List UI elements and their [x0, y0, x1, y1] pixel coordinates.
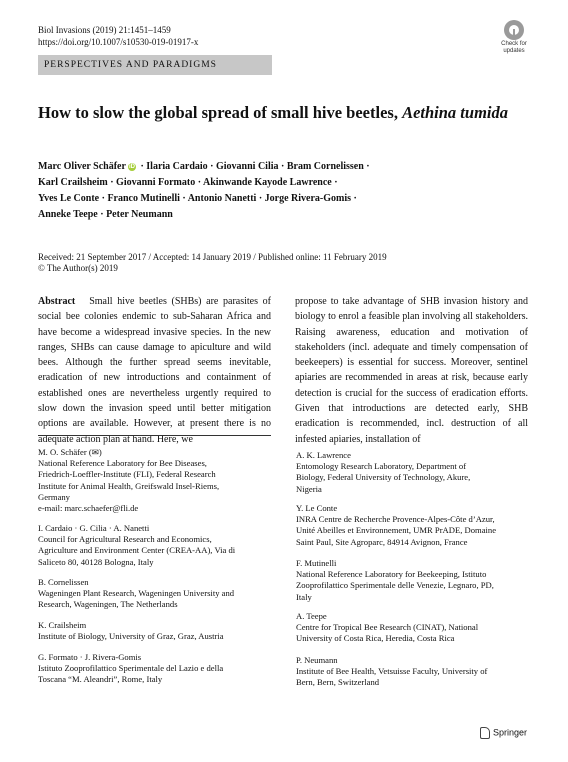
publisher-logo: [480, 727, 527, 739]
affiliation-block: [296, 558, 528, 603]
affiliation-names: B. Cornelissen: [38, 577, 89, 587]
affiliation-line: Zooprofilattico Sperimentale delle Venezie, Legnaro, PD,: [296, 580, 494, 591]
publisher-name: Springer: [493, 727, 528, 738]
affiliation-line: Research, Wageningen, The Netherlands: [38, 599, 178, 610]
affiliation-block: [296, 655, 528, 689]
affiliation-line: Council for Agricultural Research and Economics,: [38, 534, 212, 545]
affiliation-block: [296, 611, 528, 645]
affiliation-names: I. Cardaio · G. Cilia · A. Nanetti: [38, 523, 150, 533]
affiliation-block: [38, 577, 270, 611]
author-line4: Anneke Teepe · Peter Neumann: [38, 209, 173, 220]
affiliation-line: INRA Centre de Recherche Provence-Alpes-Côte d’Azur,: [296, 514, 495, 525]
affiliation-line: Agriculture and Environment Center (CREA-AA), Via di: [38, 545, 236, 556]
affiliation-names: G. Formato · J. Rivera-Gomis: [38, 652, 142, 662]
affiliation-block: [38, 620, 270, 642]
badge-line2: updates: [503, 48, 525, 54]
abstract-left: [38, 294, 271, 447]
journal-line: Biol Invasions (2019) 21:1451–1459: [38, 25, 171, 35]
affiliation-line: Wageningen Plant Research, Wageningen University and: [38, 588, 235, 599]
affiliation-line: Toscana “M. Aleandri”, Rome, Italy: [38, 674, 163, 685]
affiliation-line: Entomology Research Laboratory, Department of: [296, 461, 467, 472]
affiliation-line: Saliceto 80, 40128 Bologna, Italy: [38, 556, 154, 567]
affiliation-line: Italy: [296, 591, 312, 602]
affiliation-line: National Reference Laboratory for Beekeeping, Istituto: [296, 569, 487, 580]
affiliation-line: Institute of Biology, University of Graz, Graz, Austria: [38, 631, 224, 642]
affiliation-names: K. Crailsheim: [38, 620, 87, 630]
title-main: How to slow the global spread of small hive beetles,: [38, 103, 403, 122]
springer-horse-icon: [480, 727, 490, 739]
check-updates-icon: [504, 20, 524, 40]
affiliation-block: [296, 503, 528, 548]
affiliation-line: Centre for Tropical Bee Research (CINAT), National: [296, 622, 479, 633]
affiliation-line: University of Costa Rica, Heredia, Costa Rica: [296, 633, 455, 644]
journal-citation: [38, 24, 198, 48]
affiliation-line: Nigeria: [296, 483, 322, 494]
affiliation-line: Bern, Bern, Switzerland: [296, 677, 380, 688]
affiliation-line: Saint Paul, Site Agroparc, 84914 Avignon, France: [296, 536, 468, 547]
affiliation-line: Institute for Animal Health, Greifswald Insel-Riems,: [38, 480, 220, 491]
abstract-text-left: Small hive beetles (SHBs) are parasites of social bee colonies endemic to sub-Saharan Africa and have become a widespread invasive species. In the new ranges, SHBs can cause damage to apiculture and wild bees. Although the further spread seems inevitable, eradication of new introductions and containment of established ones are nevertheless urgently required to slow down the invasion speed until better mitigation options are available. However, at present there is no adequate action plan at hand. Here, we: [38, 296, 272, 445]
affiliation-divider: [38, 435, 271, 436]
check-for-updates-badge[interactable]: [497, 20, 531, 54]
abstract-right: propose to take advantage of SHB invasion history and biology to enrol a feasible plan involving all stakeholders. Raising awareness, education and motivation of stakeholders (incl. adequate and timely compensation of beekeepers) is essential for success. Moreover, sentinel apiaries are recommended in areas at risk, because early detection is crucial for the success of eradication efforts. Given that introductions are detected early, SHB eradication is recommended, incl. destruction of all infested apiaries, installation of: [295, 296, 528, 445]
affiliation-names: P. Neumann: [296, 655, 338, 665]
doi-link[interactable]: https://doi.org/10.1007/s10530-019-01917-x: [38, 37, 199, 47]
section-label: PERSPECTIVES AND PARADIGMS: [38, 55, 272, 75]
copyright-line: © The Author(s) 2019: [38, 263, 118, 273]
affiliation-block: [38, 652, 270, 686]
publication-dates: [38, 252, 508, 274]
author-line3: Yves Le Conte · Franco Mutinelli · Antonio Nanetti · Jorge Rivera-Gomis ·: [38, 193, 357, 204]
affiliation-line: National Reference Laboratory for Bee Diseases,: [38, 458, 207, 469]
affiliation-block: [38, 447, 270, 514]
affiliation-names: F. Mutinelli: [296, 558, 337, 568]
affiliation-block: [38, 523, 270, 568]
affiliation-line: Unité Abeilles et Environnement, UMR PrADE, Domaine: [296, 525, 497, 536]
abstract-label: Abstract: [38, 296, 76, 307]
affiliation-names: A. K. Lawrence: [296, 450, 351, 460]
affiliation-line: Friedrich-Loeffler-Institute (FLI), Federal Research: [38, 469, 216, 480]
article-title: [38, 102, 518, 123]
badge-line1: Check for: [501, 41, 527, 47]
affiliation-line: Institute of Bee Health, Vetsuisse Faculty, University of: [296, 666, 488, 677]
author-first[interactable]: Marc Oliver Schäfer: [38, 161, 126, 172]
title-species: Aethina tumida: [402, 103, 508, 122]
affiliation-names: A. Teepe: [296, 611, 327, 621]
author-list: [38, 159, 498, 223]
affiliation-names: M. O. Schäfer (✉): [38, 447, 102, 457]
affiliation-block: [296, 450, 528, 495]
affiliation-line: e-mail: marc.schaefer@fli.de: [38, 503, 139, 514]
author-line2: Karl Crailsheim · Giovanni Formato · Akinwande Kayode Lawrence ·: [38, 177, 338, 188]
affiliation-line: Biology, Federal University of Technology, Akure,: [296, 472, 471, 483]
dates-line: Received: 21 September 2017 / Accepted: 14 January 2019 / Published online: 11 February 2019: [38, 252, 387, 262]
orcid-icon[interactable]: iD: [128, 163, 135, 170]
affiliation-line: Istituto Zooprofilattico Sperimentale del Lazio e della: [38, 663, 224, 674]
affiliation-line: Germany: [38, 491, 70, 502]
author-line1: · Ilaria Cardaio · Giovanni Cilia · Bram Cornelissen ·: [137, 161, 370, 172]
affiliation-names: Y. Le Conte: [296, 503, 338, 513]
